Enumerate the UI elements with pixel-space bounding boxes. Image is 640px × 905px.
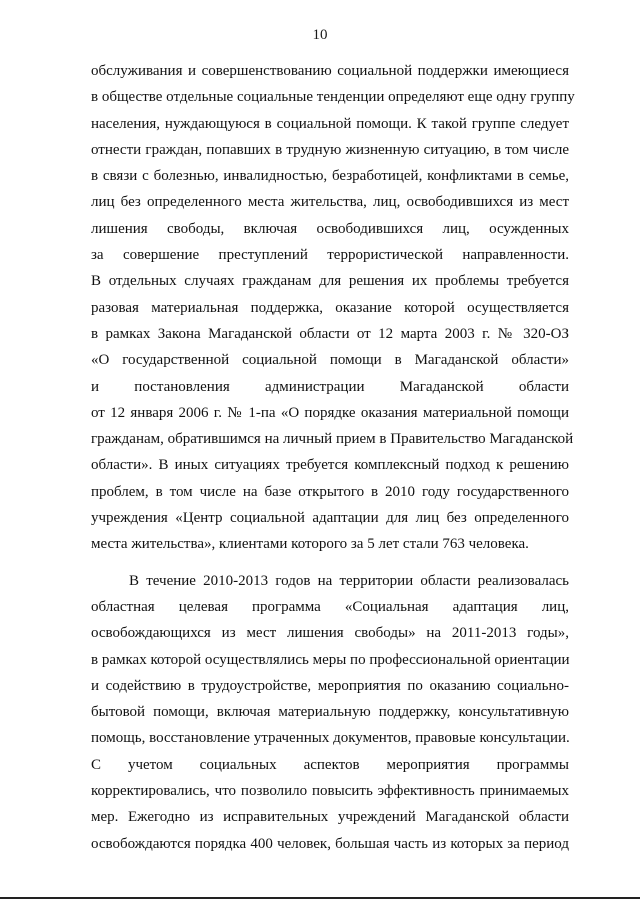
text-line: в рамках Закона Магаданской области от 12 марта 2003 г. № 320-ОЗ	[91, 325, 569, 342]
text-line: и содействию в трудоустройстве, мероприятия по оказанию социально-	[91, 677, 569, 694]
text-line: освобождаются порядка 400 человек, большая часть из которых за период	[91, 835, 569, 852]
text-line: обслуживания и совершенствованию социальной поддержки имеющиеся	[91, 63, 569, 79]
text-line: отнести граждан, попавших в трудную жизненную ситуацию, в том числе	[91, 141, 569, 158]
text-line: лиц без определенного места жительства, лиц, освободившихся из мест	[91, 194, 569, 211]
text-line: освобождающихся из мест лишения свободы» на 2011-2013 годы»,	[91, 625, 569, 642]
text-line: мер. Ежегодно из исправительных учреждений Магаданской области	[91, 809, 569, 826]
text-line: в рамках которой осуществлялись меры по профессиональной ориентации	[91, 651, 570, 668]
text-line: «О государственной социальной помощи в Магаданской области»	[91, 352, 569, 369]
text-line: в обществе отдельные социальные тенденции определяют еще одну группу	[91, 89, 575, 106]
text-line: в связи с болезнью, инвалидностью, безработицей, конфликтами в семье,	[91, 168, 569, 185]
text-line: помощь, восстановление утраченных документов, правовые консультации.	[91, 730, 570, 747]
text-line: бытовой помощи, включая материальную поддержку, консультативную	[91, 704, 569, 721]
text-line: В отдельных случаях гражданам для решения их проблемы требуется	[91, 273, 569, 290]
text-line: С учетом социальных аспектов мероприятия программы	[91, 756, 569, 773]
text-line: лишения свободы, включая освободившихся лиц, осужденных	[91, 220, 569, 237]
text-line: корректировались, что позволило повысить эффективность принимаемых	[91, 783, 569, 800]
text-line: В течение 2010-2013 годов на территории области реализовалась	[129, 572, 569, 589]
text-line: учреждения «Центр социальной адаптации для лиц без определенного	[91, 510, 569, 527]
text-line: областная целевая программа «Социальная адаптация лиц,	[91, 598, 569, 615]
text-line: от 12 января 2006 г. № 1-па «О порядке оказания материальной помощи	[91, 404, 569, 421]
text-line: проблем, в том числе на базе открытого в 2010 году государственного	[91, 483, 569, 500]
text-line: места жительства», клиентами которого за 5 лет стали 763 человека.	[91, 536, 529, 553]
page-number: 10	[312, 27, 328, 43]
text-line: и постановления администрации Магаданской области	[91, 378, 569, 395]
page-bottom-rule	[0, 897, 640, 899]
text-line: гражданам, обратившимся на личный прием в Правительство Магаданской	[91, 431, 574, 448]
body-text	[91, 58, 575, 857]
text-line: за совершение преступлений террористической направленности.	[91, 247, 569, 264]
text-line: разовая материальная поддержка, оказание которой осуществляется	[91, 299, 569, 316]
text-line: населения, нуждающуюся в социальной помощи. К такой группе следует	[91, 115, 569, 132]
text-line: области». В иных ситуациях требуется комплексный подход к решению	[91, 457, 569, 474]
